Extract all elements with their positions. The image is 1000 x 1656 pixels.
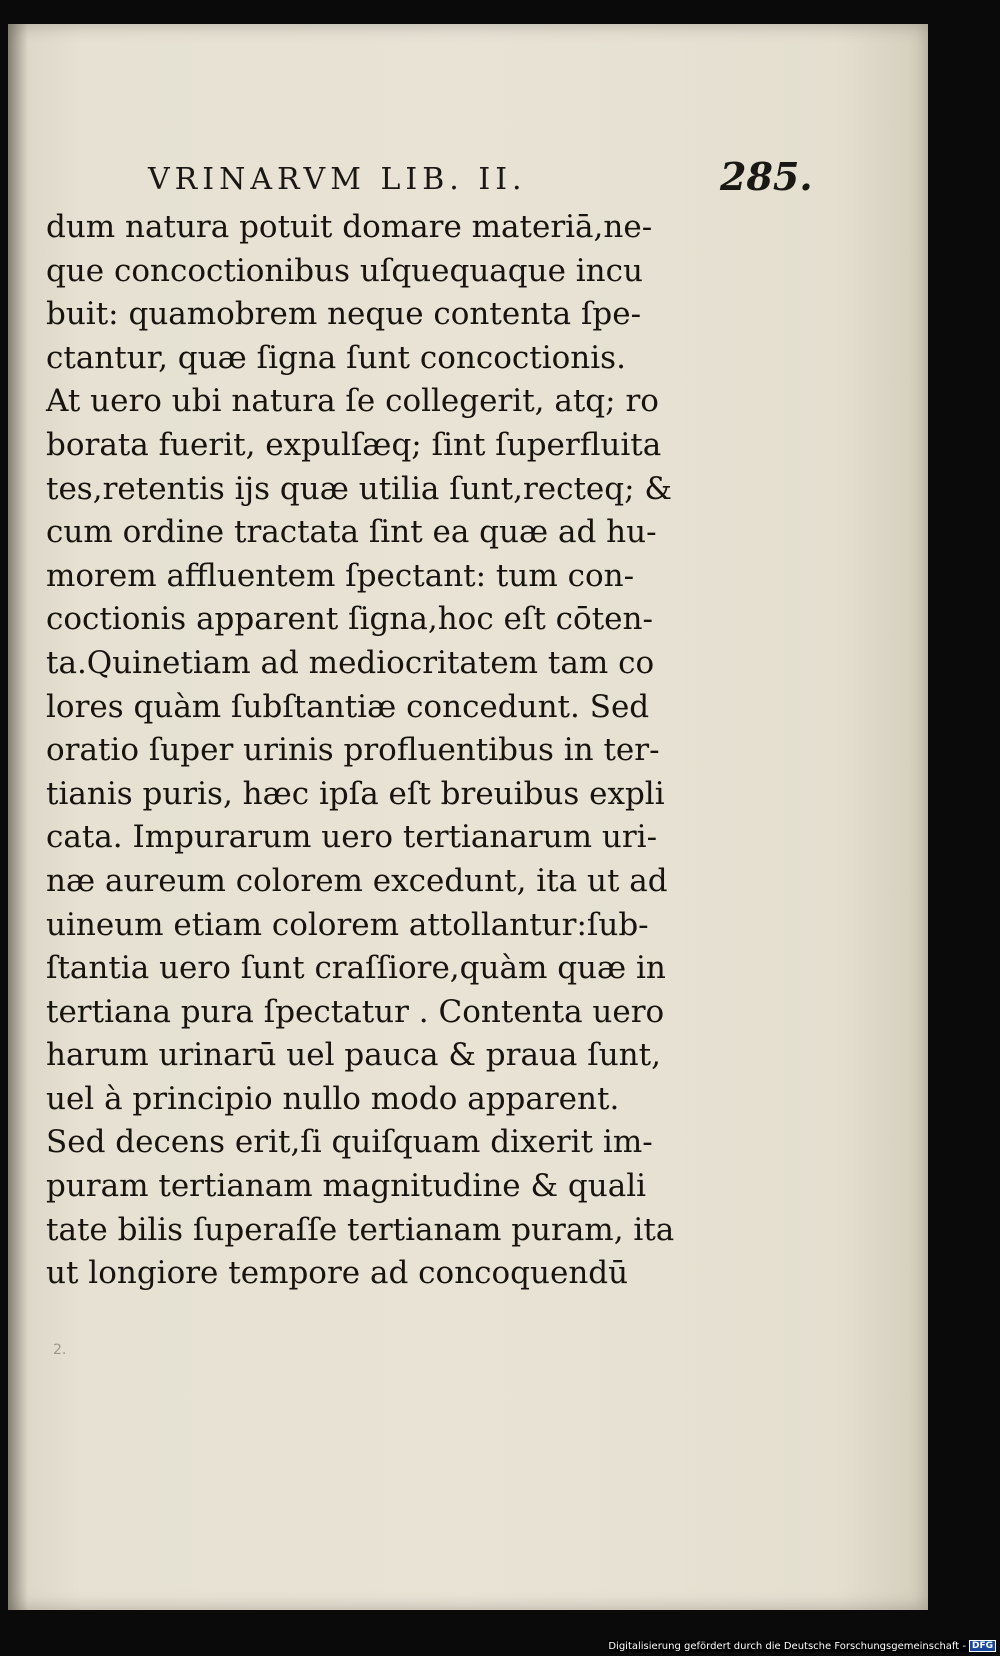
footer-mark: 2. — [53, 1342, 67, 1358]
text-line: næ aureum colorem excedunt, ita ut ad — [46, 862, 668, 899]
text-line: cata. Impurarum uero tertianarum uri- — [46, 819, 658, 856]
text-line: ut longiore tempore ad concoquendū — [46, 1255, 629, 1292]
text-line: harum urinarū uel pauca & praua ſunt, — [46, 1037, 661, 1074]
text-line: que concoctionibus uſquequaque incu — [46, 252, 643, 289]
text-line: uel à principio nullo modo apparent. — [46, 1080, 620, 1117]
text-line: ſtantia uero ſunt craſſiore,quàm quæ in — [46, 950, 666, 987]
gutter-shadow — [8, 24, 28, 1610]
text-line: borata fuerit, expulſæq; ſint ſuperfluita — [46, 426, 662, 463]
text-line: puram tertianam magnitudine & quali — [46, 1168, 647, 1205]
text-line: Sed decens erit,ſi quiſquam dixerit im- — [46, 1124, 653, 1161]
text-line: cum ordine tractata ſint ea quæ ad hu- — [46, 514, 657, 551]
text-line: tertiana pura ſpectatur . Contenta uero — [46, 993, 665, 1030]
digitization-credit — [608, 1640, 996, 1652]
text-line: oratio ſuper urinis profluentibus in ter- — [46, 732, 660, 769]
book-page — [8, 24, 928, 1610]
page-number: 285. — [720, 154, 813, 199]
text-line: buit: quamobrem neque contenta ſpe- — [46, 296, 642, 333]
text-line: tes,retentis ijs quæ utilia ſunt,recteq; & — [46, 470, 673, 507]
text-line: tate bilis ſuperaſſe tertianam puram, ita — [46, 1211, 675, 1248]
text-line: At uero ubi natura ſe collegerit, atq; ro — [46, 383, 659, 420]
text-line: morem affluentem ſpectant: tum con- — [46, 557, 635, 594]
text-line: uineum etiam colorem attollantur:ſub- — [46, 906, 649, 943]
page-header — [138, 134, 818, 199]
text-line: ta.Quinetiam ad mediocritatem tam co — [46, 644, 655, 681]
text-line: dum natura potuit domare materiā,ne- — [46, 209, 653, 245]
dfg-logo: DFG — [969, 1640, 996, 1652]
text-line: tianis puris, hæc ipſa eſt breuibus expli — [46, 775, 665, 812]
credit-text: Digitalisierung gefördert durch die Deutsche Forschungsgemeinschaft - — [608, 1640, 966, 1652]
body-text — [46, 206, 726, 1296]
text-line: ctantur, quæ ſigna ſunt concoctionis. — [46, 339, 626, 376]
text-line: lores quàm ſubſtantiæ concedunt. Sed — [46, 688, 650, 725]
running-title: VRINARVM LIB. II. — [148, 162, 527, 197]
text-line: coctionis apparent ſigna,hoc eſt cōten- — [46, 601, 653, 638]
